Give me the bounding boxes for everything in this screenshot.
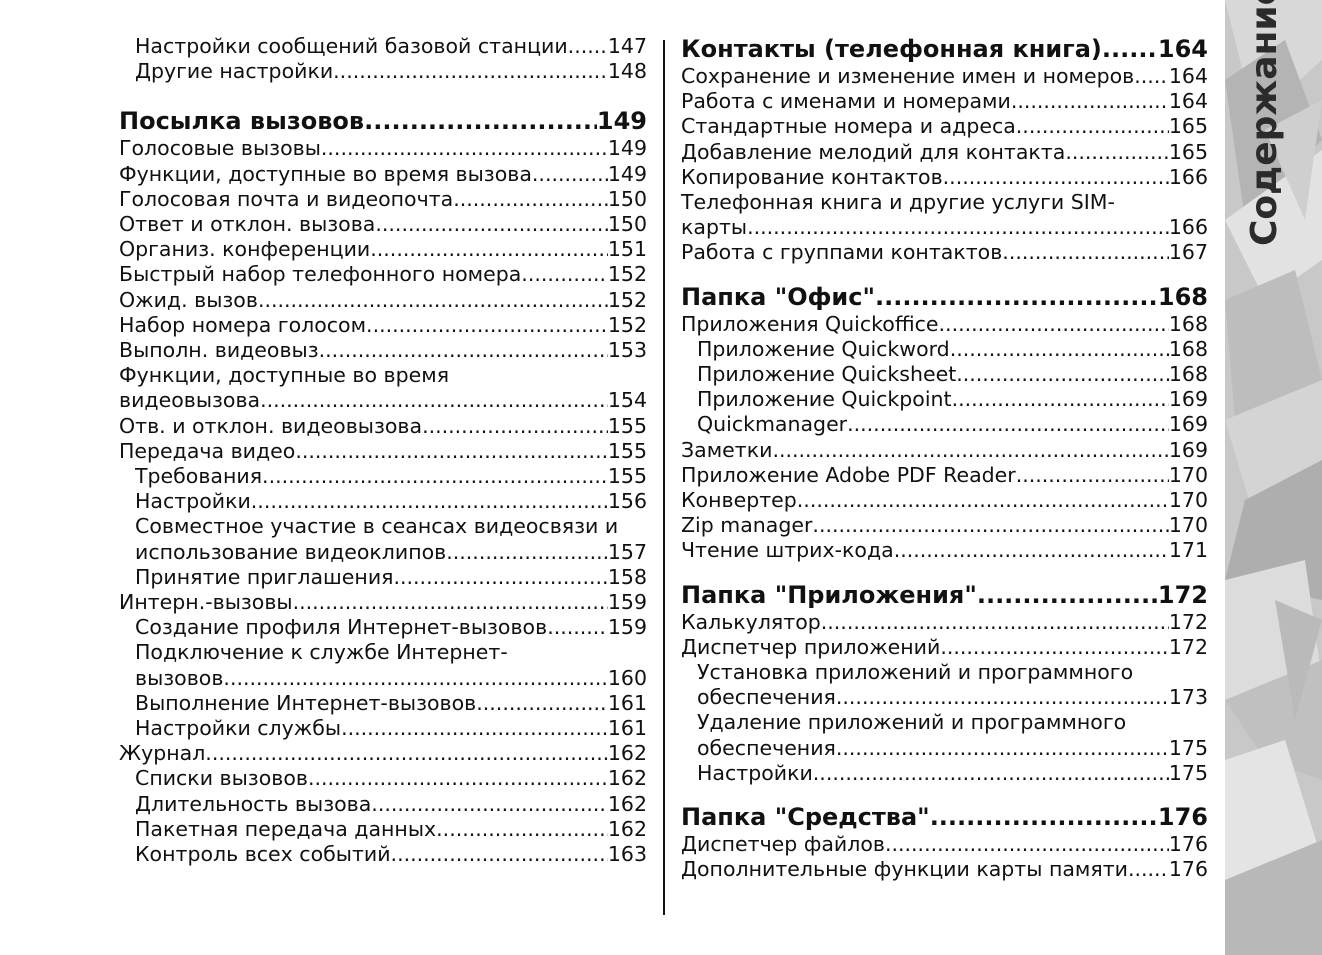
toc-subentry[interactable]: [119, 489, 647, 514]
toc-subentry[interactable]: [119, 59, 647, 84]
toc-page-number: 162: [607, 766, 647, 791]
toc-entry-title: Конвертер: [681, 488, 797, 513]
toc-entry-title: Приложение Quickword: [697, 336, 950, 361]
dot-leader: [476, 691, 608, 716]
toc-page-number: 162: [607, 791, 647, 816]
toc-page-number: 149: [607, 161, 647, 186]
toc-entry-title: Голосовая почта и видеопочта: [119, 186, 454, 211]
toc-entry-title: Стандартные номера и адреса: [681, 114, 1016, 139]
toc-entry-title: обеспечения: [697, 685, 836, 710]
toc-entry[interactable]: [119, 590, 647, 615]
dot-leader: [939, 312, 1169, 337]
toc-subentry[interactable]: [119, 615, 647, 640]
toc-subentry[interactable]: [119, 34, 647, 59]
toc-entry-title: Организ. конференции: [119, 237, 371, 262]
toc-subentry[interactable]: [119, 640, 647, 690]
toc-entry-title-line1: Удаление приложений и программного: [697, 710, 1127, 735]
toc-entry-title: Настройки сообщений базовой станции: [135, 34, 568, 58]
toc-entry-title: Журнал: [119, 741, 206, 766]
toc-entry-title: Требования: [135, 464, 263, 489]
dot-leader: [364, 106, 597, 136]
toc-page-number: 155: [607, 438, 647, 463]
dot-leader: [393, 565, 607, 590]
dot-leader: [370, 237, 608, 262]
dot-leader: [262, 464, 608, 489]
toc-page-number: 171: [1168, 538, 1208, 563]
toc-entry-title: Интерн.-вызовы: [119, 590, 293, 615]
toc-entry[interactable]: [119, 187, 647, 212]
toc-entry-title: Quickmanager: [697, 412, 848, 437]
toc-entry[interactable]: [681, 513, 1208, 538]
toc-page-number: 175: [1168, 760, 1208, 785]
dot-leader: [821, 610, 1169, 635]
toc-entry[interactable]: [681, 114, 1208, 139]
toc-section-heading[interactable]: [681, 282, 1208, 312]
toc-entry-title: Диспетчер файлов: [681, 832, 885, 857]
toc-entry-title: Калькулятор: [681, 609, 821, 634]
toc-right-column: [681, 34, 1208, 882]
toc-page-number: 162: [607, 741, 647, 766]
dot-leader: [1011, 89, 1169, 114]
toc-entry-title: Добавление мелодий для контакта: [681, 139, 1066, 164]
dot-leader: [940, 635, 1169, 660]
toc-entry-title: обеспечения: [697, 735, 836, 760]
toc-entry-title: Посылка вызовов: [119, 107, 365, 136]
toc-page-number: 149: [607, 136, 647, 161]
toc-page-number: 173: [1168, 685, 1208, 710]
dot-leader: [547, 615, 608, 640]
toc-entry-title: Быстрый набор телефонного номера: [119, 262, 522, 287]
toc-page-number: 175: [1168, 735, 1208, 760]
toc-subentry[interactable]: [119, 514, 647, 564]
toc-entry[interactable]: [681, 64, 1208, 89]
toc-entry[interactable]: [119, 162, 647, 187]
toc-entry-title: Настройки: [697, 760, 813, 785]
dot-leader: [875, 282, 1158, 312]
toc-page-number: 168: [1157, 282, 1208, 311]
toc-entry-title-line1: Совместное участие в сеансах видеосвязи и: [135, 514, 619, 539]
toc-entry[interactable]: [681, 488, 1208, 513]
toc-entry-title: Голосовые вызовы: [119, 136, 321, 161]
toc-page-number: 165: [1168, 139, 1208, 164]
toc-page-number: 152: [607, 262, 647, 287]
toc-entry-title: Контроль всех событий: [135, 842, 391, 867]
toc-entry[interactable]: [681, 165, 1208, 190]
toc-page-number: 168: [1168, 362, 1208, 387]
toc-entry-title: Создание профиля Интернет-вызовов: [135, 615, 548, 640]
toc-entry-title: Копирование контактов: [681, 164, 943, 189]
toc-subentry[interactable]: [681, 412, 1208, 437]
toc-entry-title: Выполн. видеовыз: [119, 338, 319, 363]
toc-page-number: 156: [607, 489, 647, 514]
toc-entry[interactable]: [119, 414, 647, 439]
dot-leader: [812, 513, 1168, 538]
toc-section-heading[interactable]: [681, 580, 1208, 610]
toc-entry[interactable]: [681, 610, 1208, 635]
toc-entry[interactable]: [681, 463, 1208, 488]
toc-entry-title: Папка "Приложения": [681, 580, 977, 609]
toc-page-number: 148: [607, 59, 647, 84]
toc-page-number: 164: [1168, 89, 1208, 114]
toc-page-number: 172: [1168, 609, 1208, 634]
dot-leader: [930, 802, 1158, 832]
toc-page-number: 150: [607, 186, 647, 211]
toc-page-number: 153: [607, 338, 647, 363]
toc-entry-title: Длительность вызова: [135, 791, 372, 816]
dot-leader: [446, 540, 608, 565]
dot-leader: [797, 488, 1169, 513]
toc-entry[interactable]: [119, 288, 647, 313]
toc-page-number: 169: [1168, 412, 1208, 437]
toc-entry-title: Сохранение и изменение имен и номеров: [681, 64, 1135, 88]
toc-entry-title: Функции, доступные во время вызова: [119, 161, 532, 186]
dot-leader: [293, 590, 608, 615]
dot-leader: [251, 489, 608, 514]
toc-subentry[interactable]: [119, 716, 647, 741]
toc-page-number: 176: [1157, 803, 1208, 832]
dot-leader: [371, 792, 608, 817]
toc-entry-title-line1: Подключение к службе Интернет-: [135, 640, 508, 665]
dot-leader: [295, 439, 608, 464]
toc-entry-title: Папка "Офис": [681, 282, 875, 311]
dot-leader: [836, 685, 1169, 710]
toc-entry-title: Работа с группами контактов: [681, 240, 1003, 265]
dot-leader: [1065, 140, 1169, 165]
toc-page-number: 151: [607, 237, 647, 262]
toc-page-number: 176: [1168, 857, 1208, 882]
dot-leader: [341, 716, 608, 741]
toc-entry[interactable]: [681, 89, 1208, 114]
toc-page-number: 159: [607, 590, 647, 615]
dot-leader: [223, 666, 607, 691]
toc-entry[interactable]: [119, 262, 647, 287]
toc-page-number: 147: [607, 34, 647, 58]
dot-leader: [952, 387, 1169, 412]
toc-subentry[interactable]: [681, 337, 1208, 362]
toc-subentry[interactable]: [681, 761, 1208, 786]
toc-entry-title: Принятие приглашения: [135, 564, 394, 589]
toc-entry-title: Ответ и отклон. вызова: [119, 212, 376, 237]
dot-leader: [977, 580, 1158, 610]
toc-page-number: 159: [607, 615, 647, 640]
toc-entry[interactable]: [681, 857, 1208, 882]
toc-entry-title: Приложение Quickpoint: [697, 387, 952, 412]
toc-section-heading[interactable]: [119, 106, 647, 136]
dot-leader: [260, 388, 608, 413]
toc-entry[interactable]: [119, 363, 647, 413]
dot-leader: [1016, 463, 1169, 488]
toc-entry-title-line1: Установка приложений и программного: [697, 660, 1134, 685]
toc-subentry[interactable]: [119, 817, 647, 842]
toc-entry-title: Передача видео: [119, 438, 296, 463]
toc-entry-title: Дополнительные функции карты памяти: [681, 857, 1128, 882]
toc-entry[interactable]: [681, 140, 1208, 165]
toc-page-number: 163: [607, 842, 647, 867]
toc-entry[interactable]: [681, 832, 1208, 857]
sidebar-title: [1241, 198, 1322, 246]
toc-page-number: 149: [596, 107, 647, 136]
toc-entry[interactable]: [119, 741, 647, 766]
toc-page-number: 170: [1168, 513, 1208, 538]
toc-entry[interactable]: [681, 312, 1208, 337]
dot-leader: [366, 313, 608, 338]
toc-page-number: 164: [1157, 35, 1208, 63]
dot-leader: [943, 165, 1169, 190]
dot-leader: [375, 212, 607, 237]
toc-section-heading[interactable]: [681, 802, 1208, 832]
toc-page-number: 168: [1168, 311, 1208, 336]
toc-subentry[interactable]: [119, 464, 647, 489]
toc-entry-title: использование видеоклипов: [135, 539, 447, 564]
toc-entry-title: Диспетчер приложений: [681, 634, 941, 659]
toc-entry-title: Отв. и отклон. видеовызова: [119, 413, 423, 438]
toc-entry-title: Выполнение Интернет-вызовов: [135, 690, 477, 715]
dot-leader: [568, 34, 608, 59]
column-divider: [663, 40, 665, 915]
dot-leader: [205, 741, 608, 766]
toc-page-number: 161: [607, 716, 647, 741]
toc-page-number: 152: [607, 312, 647, 337]
toc-subentry[interactable]: [681, 660, 1208, 710]
dot-leader: [847, 412, 1169, 437]
toc-page-number: 166: [1168, 164, 1208, 189]
toc-page-number: 165: [1168, 114, 1208, 139]
toc-page-number: 155: [607, 464, 647, 489]
dot-leader: [836, 736, 1169, 761]
dot-leader: [321, 136, 608, 161]
toc-page-number: 172: [1157, 580, 1208, 609]
dot-leader: [1002, 240, 1169, 265]
dot-leader: [813, 761, 1169, 786]
toc-page-number: 170: [1168, 462, 1208, 487]
toc-entry-title: Контакты (телефонная книга): [681, 35, 1102, 63]
toc-entry[interactable]: [119, 439, 647, 464]
toc-entry[interactable]: [681, 240, 1208, 265]
dot-leader: [950, 337, 1169, 362]
toc-entry-title: карты: [681, 215, 748, 240]
toc-entry[interactable]: [119, 237, 647, 262]
toc-entry-title: Работа с именами и номерами: [681, 89, 1011, 114]
toc-subentry[interactable]: [119, 842, 647, 867]
toc-page-number: 152: [607, 287, 647, 312]
toc-entry-title: Списки вызовов: [135, 766, 308, 791]
dot-leader: [319, 338, 608, 363]
toc-entry[interactable]: [681, 635, 1208, 660]
toc-page-number: 150: [607, 212, 647, 237]
toc-page-number: 168: [1168, 336, 1208, 361]
toc-subentry[interactable]: [119, 792, 647, 817]
toc-entry-title: Заметки: [681, 437, 773, 462]
toc-entry-title: Чтение штрих-кода: [681, 538, 894, 563]
toc-page-number: 157: [607, 539, 647, 564]
dot-leader: [308, 766, 608, 791]
dot-leader: [436, 817, 608, 842]
toc-page-number: 155: [607, 413, 647, 438]
toc-subentry[interactable]: [681, 710, 1208, 760]
toc-entry-title: Приложения Quickoffice: [681, 311, 939, 336]
toc-subentry[interactable]: [119, 691, 647, 716]
toc-page-number: 170: [1168, 488, 1208, 513]
toc-entry-title: Zip manager: [681, 513, 813, 538]
toc-left-column: [119, 34, 647, 867]
toc-entry-title: Другие настройки: [135, 59, 334, 84]
toc-entry-title: Приложение Adobe PDF Reader: [681, 462, 1016, 487]
toc-entry-title: Ожид. вызов: [119, 287, 258, 312]
toc-page-number: 154: [607, 388, 647, 413]
toc-subentry[interactable]: [119, 565, 647, 590]
toc-entry-title: Настройки: [135, 489, 251, 514]
toc-page-number: 172: [1168, 634, 1208, 659]
dot-leader: [422, 414, 608, 439]
dot-leader: [1134, 64, 1169, 89]
dot-leader: [532, 162, 608, 187]
toc-page-number: 176: [1168, 832, 1208, 857]
toc-section-heading[interactable]: [681, 34, 1208, 64]
toc-entry[interactable]: [681, 190, 1208, 240]
toc-entry[interactable]: [119, 136, 647, 161]
dot-leader: [391, 842, 608, 867]
toc-entry-title: вызовов: [135, 665, 224, 690]
toc-entry-title: Папка "Средства": [681, 803, 930, 832]
toc-entry-title-line1: Телефонная книга и другие услуги SIM-: [681, 190, 1115, 215]
toc-entry[interactable]: [119, 338, 647, 363]
dot-leader: [1016, 114, 1169, 139]
dot-leader: [1102, 34, 1158, 64]
toc-entry-title: Настройки службы: [135, 716, 342, 741]
dot-leader: [258, 288, 608, 313]
dot-leader: [521, 262, 608, 287]
dot-leader: [772, 438, 1168, 463]
toc-page-number: 160: [607, 665, 647, 690]
toc-page-number: 169: [1168, 437, 1208, 462]
toc-entry-title: видеовызова: [119, 388, 261, 413]
dot-leader: [1128, 857, 1169, 882]
toc-subentry[interactable]: [119, 766, 647, 791]
toc-entry[interactable]: [681, 538, 1208, 563]
dot-leader: [333, 59, 608, 84]
dot-leader: [453, 187, 608, 212]
toc-page-number: 167: [1168, 240, 1208, 265]
dot-leader: [747, 215, 1169, 240]
dot-leader: [894, 538, 1169, 563]
toc-entry[interactable]: [119, 313, 647, 338]
toc-page-number: 169: [1168, 387, 1208, 412]
dot-leader: [885, 832, 1169, 857]
toc-entry-title: Набор номера голосом: [119, 312, 367, 337]
toc-entry[interactable]: [681, 438, 1208, 463]
toc-page-number: 161: [607, 690, 647, 715]
toc-subentry[interactable]: [681, 362, 1208, 387]
toc-subentry[interactable]: [681, 387, 1208, 412]
toc-page-number: 158: [607, 564, 647, 589]
toc-entry-title: Пакетная передача данных: [135, 816, 437, 841]
toc-page-number: 164: [1168, 64, 1208, 88]
toc-page-number: 166: [1168, 215, 1208, 240]
toc-entry[interactable]: [119, 212, 647, 237]
toc-page-number: 162: [607, 816, 647, 841]
dot-leader: [956, 362, 1169, 387]
toc-entry-title-line1: Функции, доступные во время: [119, 363, 450, 388]
toc-entry-title: Приложение Quicksheet: [697, 362, 957, 387]
